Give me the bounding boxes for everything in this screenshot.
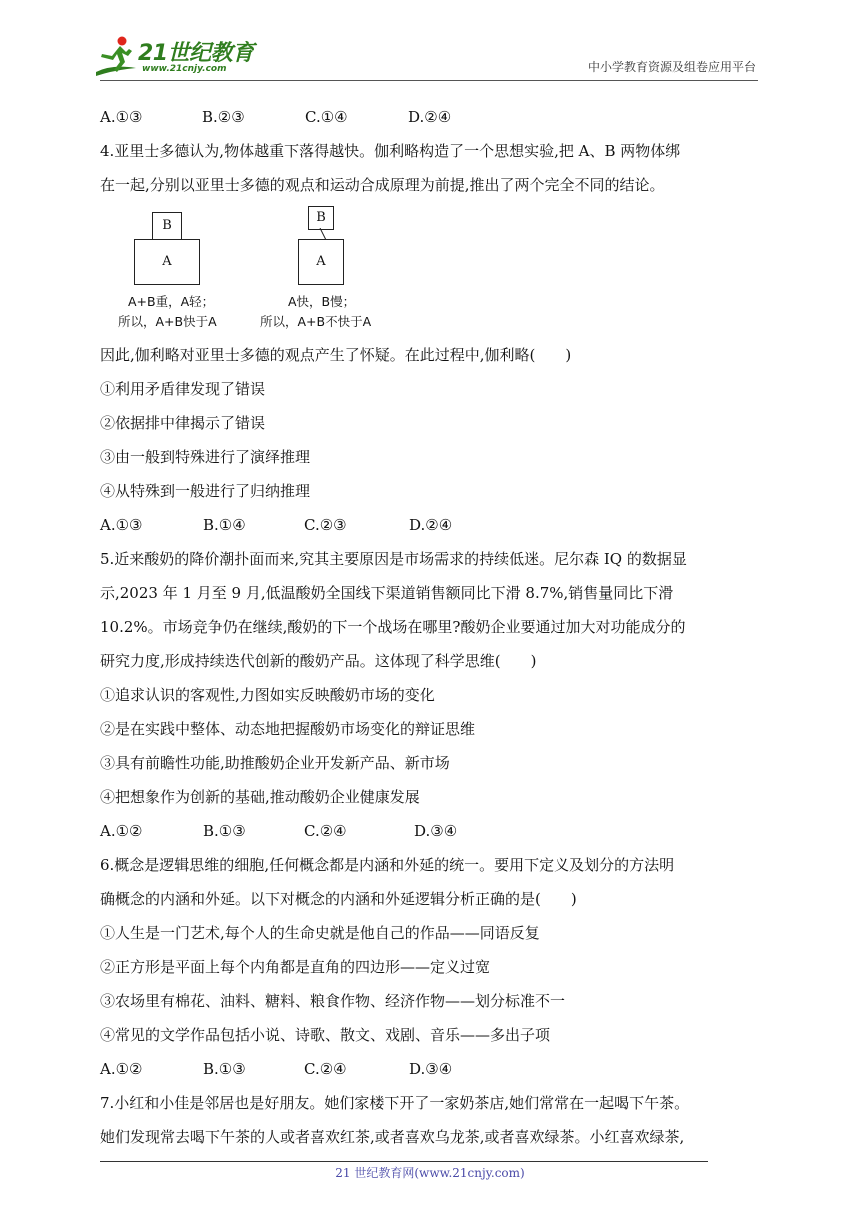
q4-stem-line-1: 4.亚里士多德认为,物体越重下落得越快。伽利略构造了一个思想实验,把 A、B 两物体绑 [100,142,681,160]
option-c: C.②③ [304,516,347,534]
page-footer[interactable]: 21 世纪教育网(www.21cnjy.com) [335,1166,525,1180]
right-box-b: B [308,206,334,230]
q4-question: 因此,伽利略对亚里士多德的观点产生了怀疑。在此过程中,伽利略( ) [100,346,572,364]
q5-stem-line-3: 10.2%。市场竞争仍在继续,酸奶的下一个战场在哪里?酸奶企业要通过加大对功能成分的 [100,618,686,636]
q6-item-4: ④常见的文学作品包括小说、诗歌、散文、戏剧、音乐——多出子项 [100,1026,551,1044]
q5-stem-line-4: 研究力度,形成持续迭代创新的酸奶产品。这体现了科学思维( ) [100,652,537,670]
q4-item-4: ④从特殊到一般进行了归纳推理 [100,482,311,500]
left-caption-2: 所以，A+B快于A [118,314,217,329]
option-a: A.①③ [100,108,143,126]
option-d: D.③④ [414,822,458,840]
left-box-b: B [152,212,182,240]
q5-item-1: ①追求认识的客观性,力图如实反映酸奶市场的变化 [100,686,435,704]
left-caption-1: A+B重，A轻； [128,294,215,309]
q5-item-4: ④把想象作为创新的基础,推动酸奶企业健康发展 [100,788,420,806]
q5-options [100,814,764,848]
header-tagline: 中小学教育资源及组卷应用平台 [587,60,756,74]
option-d: D.②④ [408,108,452,126]
footer-divider [100,1161,708,1162]
q5-stem-line-2: 示,2023 年 1 月至 9 月,低温酸奶全国线下渠道销售额同比下滑 8.7%,销售量同比下滑 [100,584,674,602]
q6-stem-line-2: 确概念的内涵和外延。以下对概念的内涵和外延逻辑分析正确的是( ) [100,890,577,908]
q6-item-3: ③农场里有棉花、油料、糖料、粮食作物、经济作物——划分标准不一 [100,992,566,1010]
option-d: D.③④ [409,1060,453,1078]
q5-item-3: ③具有前瞻性功能,助推酸奶企业开发新产品、新市场 [100,754,450,772]
q6-options [100,1052,764,1086]
q4-options [100,508,764,542]
q5-item-2: ②是在实践中整体、动态地把握酸奶市场变化的辩证思维 [100,720,476,738]
q4-item-3: ③由一般到特殊进行了演绎推理 [100,448,311,466]
q4-stem-line-2: 在一起,分别以亚里士多德的观点和运动合成原理为前提,推出了两个完全不同的结论。 [100,176,665,194]
q5-stem-line-1: 5.近来酸奶的降价潮扑面而来,究其主要原因是市场需求的持续低迷。尼尔森 IQ 的数据显 [100,550,687,568]
logo-url-text: www.21cnjy.com [142,64,227,74]
q6-stem-line-1: 6.概念是逻辑思维的细胞,任何概念都是内涵和外延的统一。要用下定义及划分的方法明 [100,856,675,874]
q4-item-1: ①利用矛盾律发现了错误 [100,380,266,398]
option-b: B.①④ [203,516,246,534]
left-box-a: A [134,239,200,285]
document-body [100,100,764,1154]
logo-brand-text: 21世纪教育 [138,41,254,66]
option-c: C.②④ [304,1060,347,1078]
runner-logo-icon [92,34,140,78]
q7-stem-line-2: 她们发现常去喝下午茶的人或者喜欢红茶,或者喜欢乌龙茶,或者喜欢绿茶。小红喜欢绿茶, [100,1128,685,1146]
option-c: C.①④ [305,108,348,126]
page-header [0,0,860,90]
right-box-a: A [298,239,344,285]
option-c: C.②④ [304,822,347,840]
q6-item-1: ①人生是一门艺术,每个人的生命史就是他自己的作品——同语反复 [100,924,540,942]
option-a: A.①③ [100,516,143,534]
q7-stem-line-1: 7.小红和小佳是邻居也是好朋友。她们家楼下开了一家奶茶店,她们常常在一起喝下午茶。 [100,1094,690,1112]
header-divider [100,80,758,81]
q3-options [100,100,764,134]
q6-item-2: ②正方形是平面上每个内角都是直角的四边形——定义过宽 [100,958,491,976]
q4-figure [100,202,764,338]
option-b: B.①③ [203,822,246,840]
option-b: B.①③ [203,1060,246,1078]
site-logo [92,34,262,80]
option-a: A.①② [100,1060,143,1078]
q4-item-2: ②依据排中律揭示了错误 [100,414,266,432]
right-caption-1: A快，B慢； [288,294,356,309]
option-a: A.①② [100,822,143,840]
right-caption-2: 所以，A+B不快于A [260,314,372,329]
option-d: D.②④ [409,516,453,534]
option-b: B.②③ [202,108,245,126]
